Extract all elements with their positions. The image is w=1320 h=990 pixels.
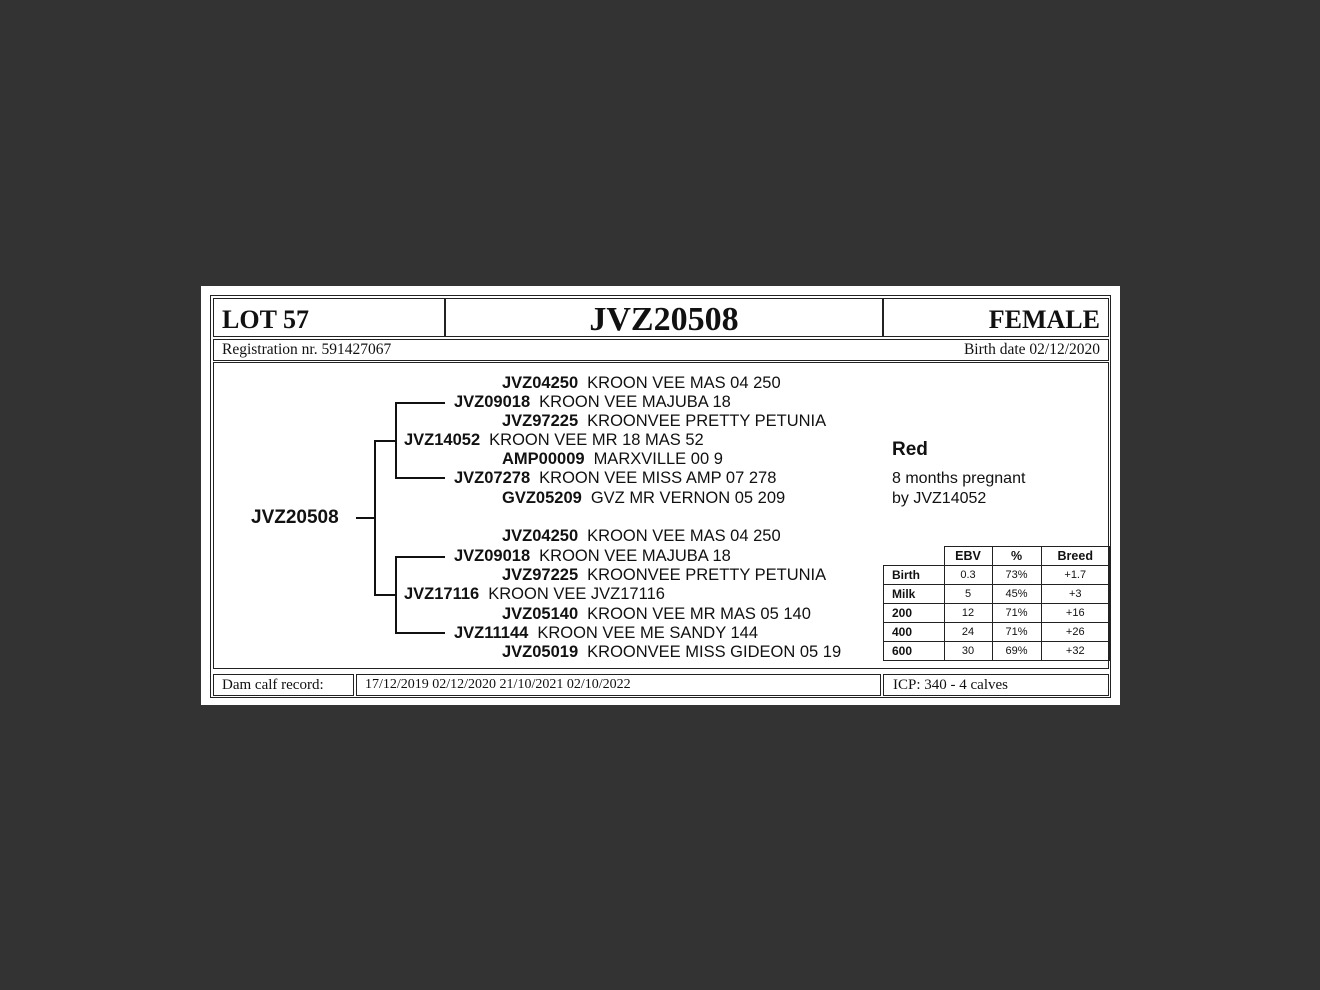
pedigree-line (374, 440, 397, 442)
registration-row (213, 339, 1109, 361)
lot-card (201, 286, 1120, 705)
pedigree-name: GVZ MR VERNON 05 209 (590, 489, 786, 507)
pedigree-id: GVZ05209 (502, 489, 582, 507)
pedigree-name: KROON VEE MR MAS 05 140 (587, 605, 811, 623)
pedigree-id: JVZ07278 (454, 469, 531, 487)
pedigree-dam (404, 585, 665, 604)
pedigree-id: JVZ17116 (404, 585, 480, 603)
pedigree-line (395, 632, 445, 634)
pedigree-id: JVZ09018 (454, 393, 531, 411)
sex-cell (883, 298, 1109, 337)
ebv-value: 30 (944, 642, 992, 661)
pedigree-dam-dam-sire (502, 605, 811, 624)
pedigree-name: KROON VEE MAJUBA 18 (539, 547, 731, 565)
pedigree-sire-dam (454, 469, 776, 488)
breed-header: Breed (1041, 547, 1110, 566)
lot-number: LOT 57 (222, 305, 309, 334)
ebv-value: 0.3 (944, 566, 992, 585)
ebv-row (884, 585, 1110, 604)
registration-number: Registration nr. 591427067 (222, 341, 392, 358)
pct-value: 71% (992, 623, 1041, 642)
ebv-row (884, 642, 1110, 661)
ebv-header-row (884, 547, 1110, 566)
trait-label: Birth (884, 566, 945, 585)
pct-value: 71% (992, 604, 1041, 623)
trait-label: 200 (884, 604, 945, 623)
trait-label: 600 (884, 642, 945, 661)
pedigree-id: JVZ14052 (404, 431, 481, 449)
pedigree-id: JVZ11144 (454, 624, 529, 642)
pct-value: 69% (992, 642, 1041, 661)
pedigree-sire-dam-dam (502, 489, 785, 508)
ebv-row (884, 623, 1110, 642)
breed-value: +3 (1041, 585, 1110, 604)
pedigree-dam-sire (454, 547, 731, 566)
pedigree-dam-dam-dam (502, 643, 841, 662)
pregnancy-sire: by JVZ14052 (892, 490, 987, 507)
sex-label: FEMALE (988, 305, 1100, 334)
pedigree-name: KROON VEE MISS AMP 07 278 (539, 469, 777, 487)
pedigree-id: JVZ04250 (502, 527, 579, 545)
pedigree-dam-dam (454, 624, 758, 643)
ebv-row (884, 566, 1110, 585)
ebv-row (884, 604, 1110, 623)
icp-cell (883, 674, 1109, 696)
pedigree-line (374, 594, 397, 596)
pedigree-name: KROON VEE ME SANDY 144 (537, 624, 759, 642)
pedigree-sire-sire (454, 393, 731, 412)
ebv-value: 24 (944, 623, 992, 642)
pedigree-line (395, 402, 445, 404)
pct-value: 45% (992, 585, 1041, 604)
trait-label: Milk (884, 585, 945, 604)
pregnancy-status: 8 months pregnant (892, 470, 1026, 487)
pedigree-id: JVZ05019 (502, 643, 579, 661)
lot-cell (213, 298, 445, 337)
pedigree-name: KROON VEE MAJUBA 18 (539, 393, 731, 411)
ebv-value: 5 (944, 585, 992, 604)
pedigree-name: KROON VEE MAS 04 250 (587, 527, 781, 545)
pedigree-name: KROON VEE MR 18 MAS 52 (489, 431, 704, 449)
pedigree-name: KROONVEE PRETTY PETUNIA (587, 412, 827, 430)
color-label: Red (892, 439, 928, 460)
pedigree-id: JVZ97225 (502, 412, 579, 430)
breed-value: +32 (1041, 642, 1110, 661)
pedigree-animal: JVZ20508 (251, 507, 339, 528)
pedigree-name: KROONVEE MISS GIDEON 05 19 (587, 643, 842, 661)
breed-value: +1.7 (1041, 566, 1110, 585)
pct-header: % (992, 547, 1041, 566)
ebv-value: 12 (944, 604, 992, 623)
pedigree-id: JVZ97225 (502, 566, 579, 584)
animal-id-title: JVZ20508 (589, 301, 739, 338)
pedigree-name: MARXVILLE 00 9 (593, 450, 723, 468)
pedigree-name: KROONVEE PRETTY PETUNIA (587, 566, 827, 584)
pedigree-id: JVZ05140 (502, 605, 579, 623)
pedigree-line (374, 440, 376, 596)
icp-value: ICP: 340 - 4 calves (893, 677, 1008, 693)
pedigree-name: KROON VEE MAS 04 250 (587, 374, 781, 392)
pedigree-sire-sire-sire (502, 374, 781, 393)
pedigree-id: JVZ04250 (502, 374, 579, 392)
pedigree-line (395, 402, 397, 479)
dam-calf-dates: 17/12/2019 02/12/2020 21/10/2021 02/10/2022 (365, 677, 631, 692)
dam-calf-dates-cell (356, 674, 881, 696)
pedigree-id: AMP00009 (502, 450, 585, 468)
dam-calf-label: Dam calf record: (222, 677, 324, 693)
pedigree-line (395, 477, 445, 479)
pedigree-dam-sire-dam (502, 566, 826, 585)
dam-calf-label-cell (213, 674, 354, 696)
pedigree-dam-sire-sire (502, 527, 781, 546)
birth-date: Birth date 02/12/2020 (963, 341, 1100, 358)
ebv-header: EBV (944, 547, 992, 566)
pedigree-sire-dam-sire (502, 450, 723, 469)
animal-id-cell (445, 298, 883, 337)
trait-label: 400 (884, 623, 945, 642)
pct-value: 73% (992, 566, 1041, 585)
ebv-table (883, 546, 1110, 661)
breed-value: +26 (1041, 623, 1110, 642)
pedigree-line (356, 517, 375, 519)
breed-value: +16 (1041, 604, 1110, 623)
pedigree-line (395, 556, 445, 558)
pedigree-sire-sire-dam (502, 412, 826, 431)
pedigree-sire (404, 431, 704, 450)
pedigree-id: JVZ09018 (454, 547, 531, 565)
pedigree-line (395, 556, 397, 634)
pedigree-name: KROON VEE JVZ17116 (488, 585, 665, 603)
